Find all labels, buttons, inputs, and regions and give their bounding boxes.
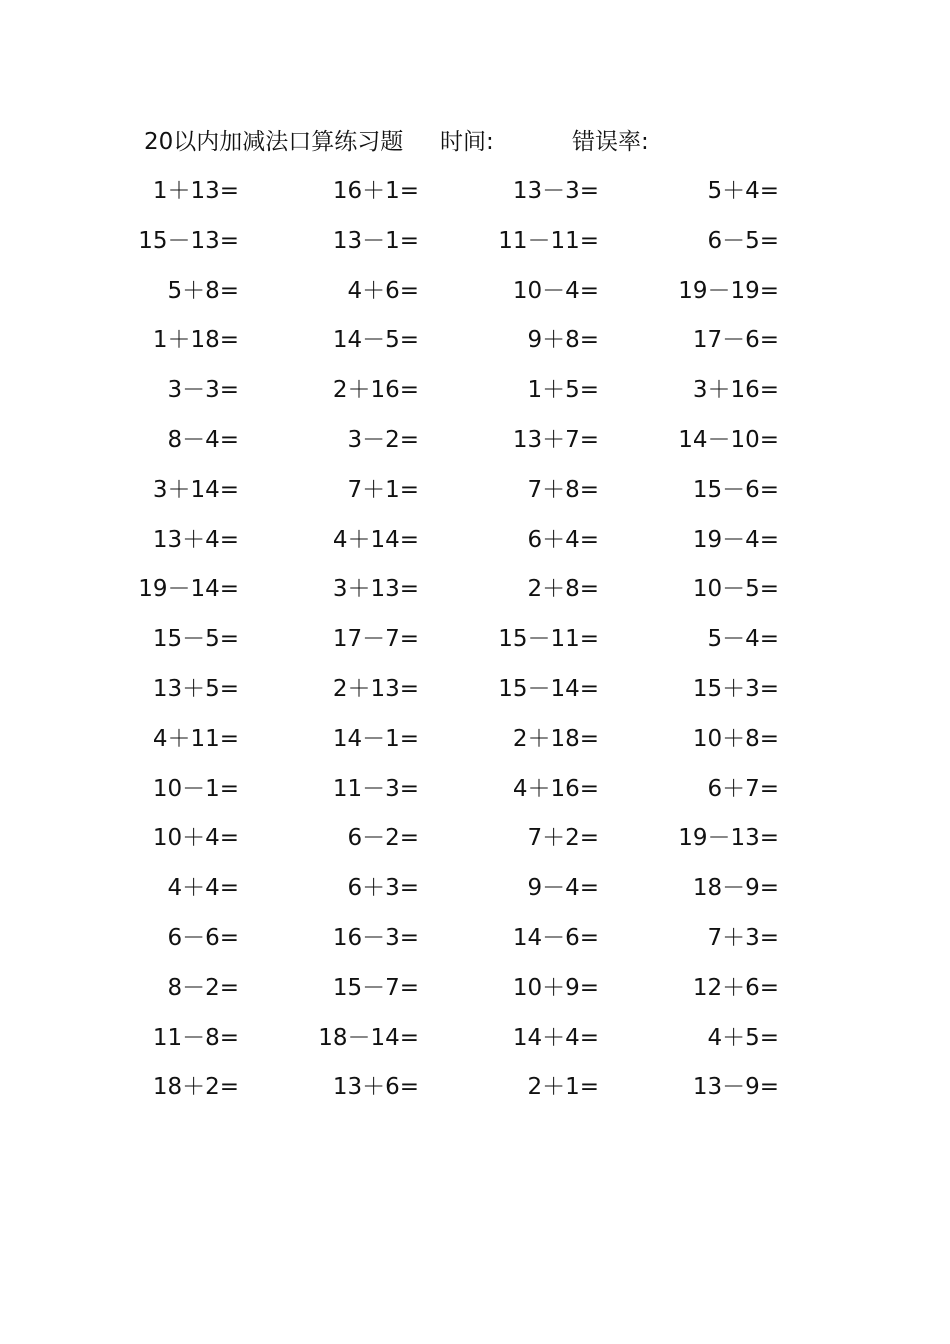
problem-row [0,766,950,816]
problem-item: 3＋13= [332,576,419,603]
problem-row [0,865,950,915]
problem-item: 5－4= [707,626,779,653]
problem-item: 10－1= [152,775,239,802]
problem-item: 10－4= [512,277,599,304]
problem-row [0,218,950,268]
problem-item: 2＋1= [527,1074,599,1101]
problem-item: 13＋6= [332,1074,419,1101]
problem-row [0,268,950,318]
problem-item: 14－1= [332,725,419,752]
problem-item: 17－6= [692,327,779,354]
problem-item: 4＋11= [152,725,239,752]
problem-row [0,367,950,417]
problem-item: 13－9= [692,1074,779,1101]
problem-item: 1＋5= [527,377,599,404]
problem-item: 10＋8= [692,725,779,752]
error-rate-label: 错误率: [572,129,649,155]
problem-row [0,467,950,517]
problem-item: 8－4= [167,426,239,453]
problem-item: 14－6= [512,924,599,951]
problem-row [0,417,950,467]
problem-item: 2＋18= [512,725,599,752]
problem-item: 4＋5= [707,1024,779,1051]
problem-row [0,168,950,218]
problem-item: 14＋4= [512,1024,599,1051]
worksheet-title: 20以内加减法口算练习题 [144,129,404,155]
problem-row [0,317,950,367]
worksheet-header [144,124,804,160]
problem-item: 7＋3= [707,924,779,951]
problem-item: 5＋4= [707,178,779,204]
problem-item: 6－6= [167,924,239,951]
problem-item: 19－4= [692,526,779,553]
problem-row [0,666,950,716]
problem-item: 15－14= [498,675,599,702]
problem-item: 2＋13= [332,675,419,702]
problem-item: 12＋6= [692,974,779,1001]
problem-item: 7＋1= [347,476,419,503]
problem-item: 18－14= [318,1024,419,1051]
problem-item: 16＋1= [332,178,419,204]
problem-item: 6＋4= [527,526,599,553]
problem-item: 3－2= [347,426,419,453]
problem-row [0,815,950,865]
problem-item: 7＋8= [527,476,599,503]
problem-item: 18－9= [692,875,779,902]
problem-item: 8－2= [167,974,239,1001]
problem-item: 18＋2= [152,1074,239,1101]
problem-row [0,517,950,567]
problem-item: 13－1= [332,227,419,254]
problem-item: 14－10= [678,426,779,453]
time-label: 时间: [440,129,494,155]
problem-row [0,566,950,616]
problem-item: 4＋6= [347,277,419,304]
problem-row [0,1015,950,1065]
problem-row [0,915,950,965]
problem-item: 15－6= [692,476,779,503]
problem-item: 11－8= [152,1024,239,1051]
problem-item: 13＋7= [512,426,599,453]
problem-row [0,1064,950,1114]
problem-item: 11－3= [332,775,419,802]
problem-item: 2＋16= [332,377,419,404]
problem-item: 7＋2= [527,825,599,852]
problem-item: 9－4= [527,875,599,902]
problem-item: 19－19= [678,277,779,304]
problem-item: 10＋9= [512,974,599,1001]
problem-item: 1＋18= [152,327,239,354]
problem-item: 6＋7= [707,775,779,802]
problem-item: 16－3= [332,924,419,951]
problem-item: 15－11= [498,626,599,653]
problem-item: 4＋16= [512,775,599,802]
problem-item: 15－13= [138,227,239,254]
problem-item: 6－5= [707,227,779,254]
problem-item: 19－13= [678,825,779,852]
problem-item: 6－2= [347,825,419,852]
problem-item: 4＋14= [332,526,419,553]
problem-item: 15＋3= [692,675,779,702]
problem-item: 4＋4= [167,875,239,902]
problem-item: 15－7= [332,974,419,1001]
problem-item: 13＋5= [152,675,239,702]
problem-item: 10－5= [692,576,779,603]
problem-item: 10＋4= [152,825,239,852]
problem-item: 13－3= [512,178,599,204]
problem-grid [0,168,950,1114]
problem-item: 2＋8= [527,576,599,603]
problem-item: 3＋14= [152,476,239,503]
problem-item: 6＋3= [347,875,419,902]
problem-item: 1＋13= [152,178,239,204]
problem-item: 19－14= [138,576,239,603]
problem-item: 13＋4= [152,526,239,553]
problem-item: 3－3= [167,377,239,404]
problem-item: 3＋16= [692,377,779,404]
problem-item: 9＋8= [527,327,599,354]
problem-item: 5＋8= [167,277,239,304]
problem-item: 17－7= [332,626,419,653]
problem-row [0,716,950,766]
problem-item: 15－5= [152,626,239,653]
problem-row [0,965,950,1015]
problem-item: 11－11= [498,227,599,254]
problem-item: 14－5= [332,327,419,354]
problem-row [0,616,950,666]
